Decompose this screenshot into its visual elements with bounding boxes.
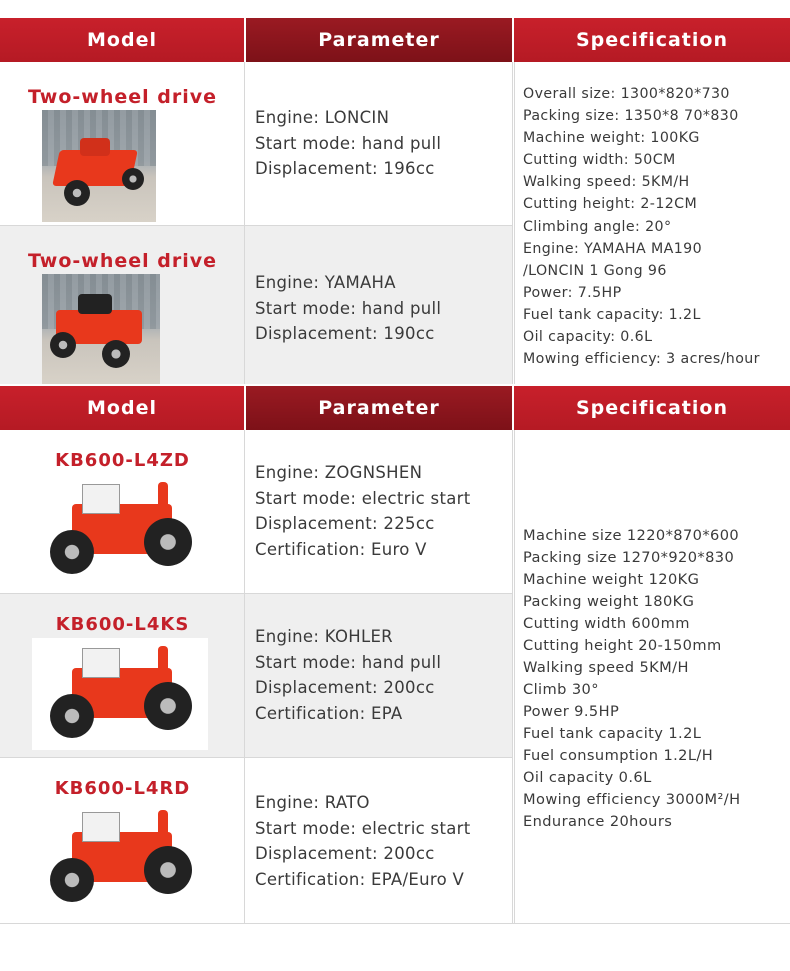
mower-photo (32, 474, 208, 590)
spec-line: Cutting height: 2-12CM (523, 196, 698, 213)
param-engine: Engine: LONCIN (255, 108, 390, 127)
header-parameter: Parameter (246, 386, 512, 430)
spec-line: Cutting width: 50CM (523, 152, 676, 169)
parameter-cell (245, 594, 513, 757)
spec-line: Cutting width 600mm (523, 615, 690, 632)
spec-line: Power 9.5HP (523, 703, 620, 720)
spec-line: Walking speed: 5KM/H (523, 174, 690, 191)
specification-cell (514, 430, 790, 924)
spec-line: Mowing efficiency 3000M²/H (523, 791, 741, 808)
spec-line: Power: 7.5HP (523, 284, 622, 301)
spec-line: Overall size: 1300*820*730 (523, 86, 730, 102)
spec-line: Packing weight 180KG (523, 593, 695, 610)
spec-line: Machine weight: 100KG (523, 130, 700, 147)
spec-line: Machine weight 120KG (523, 571, 700, 588)
model-cell (0, 226, 245, 384)
spec-line: Fuel tank capacity: 1.2L (523, 306, 701, 323)
param-displacement: Displacement: 196cc (255, 159, 435, 178)
spec-line: Engine: YAMAHA MA190 (523, 240, 703, 257)
model-cell (0, 758, 245, 924)
spec-line: Fuel tank capacity 1.2L (523, 725, 702, 742)
spec-line: Endurance 20hours (523, 813, 673, 830)
param-start-mode: Start mode: electric start (255, 488, 471, 508)
mower-photo (32, 802, 208, 918)
model-cell (0, 430, 245, 593)
mower-photo (32, 638, 208, 750)
spec-line: Walking speed 5KM/H (523, 659, 689, 676)
spec-line: /LONCIN 1 Gong 96 (523, 262, 667, 279)
param-start-mode: Start mode: hand pull (255, 298, 442, 318)
model-name: Two-wheel drive (27, 250, 218, 272)
param-engine: Engine: KOHLER (255, 627, 393, 646)
spec-line: Fuel consumption 1.2L/H (523, 747, 714, 764)
spec-table-section-2 (0, 386, 790, 924)
spec-line: Packing size: 1350*8 70*830 (523, 108, 739, 125)
header-model: Model (0, 18, 244, 62)
header-specification: Specification (514, 18, 790, 62)
specification-cell (514, 62, 790, 384)
param-engine: Engine: YAMAHA (255, 273, 396, 292)
param-start-mode: Start mode: hand pull (255, 652, 442, 672)
model-name: KB600-L4KS (55, 614, 190, 635)
mower-photo (42, 274, 160, 384)
spec-table-section-1 (0, 18, 790, 384)
mower-photo (42, 110, 156, 222)
spec-line: Climbing angle: 20° (523, 218, 672, 235)
param-certification: Certification: EPA (255, 703, 403, 723)
spec-line: Cutting height 20-150mm (523, 637, 722, 654)
spec-line: Packing size 1270*920*830 (523, 549, 735, 566)
spec-line: Mowing efficiency: 3 acres/hour (523, 351, 760, 368)
spec-line: Machine size 1220*870*600 (523, 527, 740, 544)
param-displacement: Displacement: 190cc (255, 324, 435, 343)
param-engine: Engine: ZOGNSHEN (255, 463, 423, 482)
param-certification: Certification: Euro V (255, 539, 427, 559)
model-cell (0, 594, 245, 757)
spec-line: Oil capacity: 0.6L (523, 329, 653, 346)
parameter-cell (245, 62, 513, 225)
parameter-cell (245, 226, 513, 384)
model-name: KB600-L4RD (54, 778, 191, 799)
param-engine: Engine: RATO (255, 793, 370, 812)
param-displacement: Displacement: 200cc (255, 844, 435, 863)
param-certification: Certification: EPA/Euro V (255, 869, 465, 889)
parameter-cell (245, 430, 513, 593)
param-displacement: Displacement: 200cc (255, 678, 435, 697)
header-parameter: Parameter (246, 18, 512, 62)
param-displacement: Displacement: 225cc (255, 514, 435, 533)
model-name: Two-wheel drive (27, 86, 218, 108)
param-start-mode: Start mode: hand pull (255, 133, 442, 153)
model-cell (0, 62, 245, 225)
parameter-cell (245, 758, 513, 924)
spec-line: Climb 30° (523, 681, 599, 698)
spec-line: Oil capacity 0.6L (523, 769, 652, 786)
header-specification: Specification (514, 386, 790, 430)
model-name: KB600-L4ZD (55, 450, 190, 471)
header-model: Model (0, 386, 244, 430)
param-start-mode: Start mode: electric start (255, 818, 471, 838)
